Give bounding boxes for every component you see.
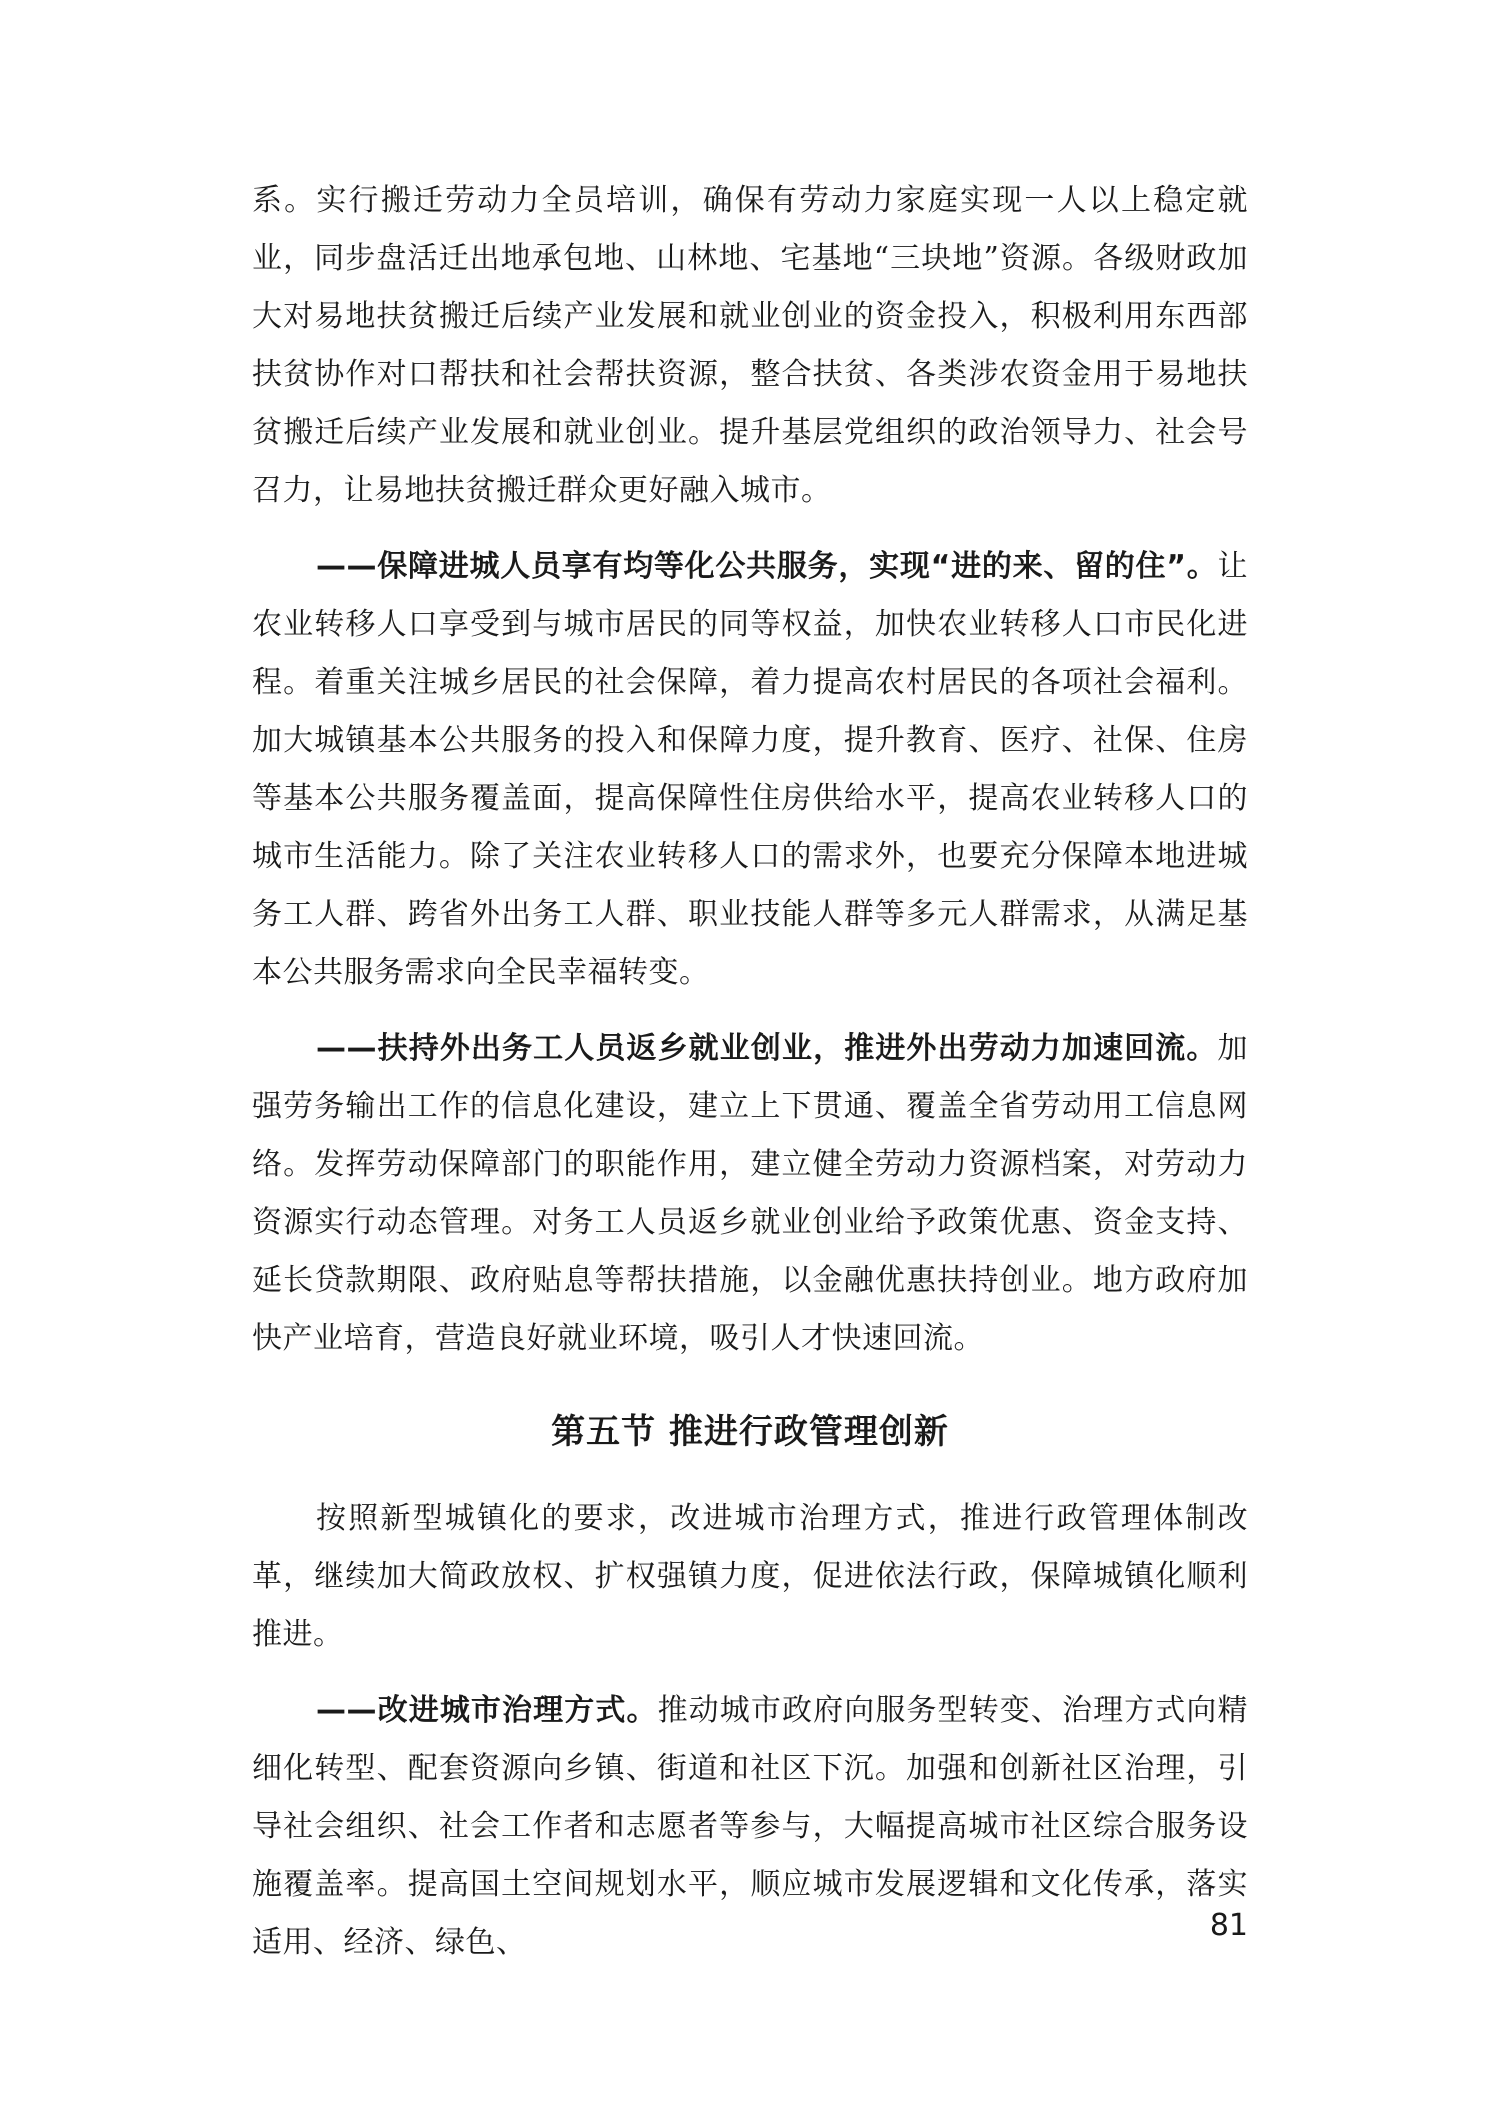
paragraph-lead: ——保障进城人员享有均等化公共服务，实现“进的来、留的住”。	[316, 549, 1218, 584]
paragraph-text: 系。实行搬迁劳动力全员培训，确保有劳动力家庭实现一人以上稳定就业，同步盘活迁出地承包地、山林地、宅基地“三块地”资源。各级财政加大对易地扶贫搬迁后续产业发展和就业创业的资金投入，积极利用东西部扶贫协作对口帮扶和社会帮扶资源，整合扶贫、各类涉农资金用于易地扶贫搬迁后续产业发展和就业创业。提升基层党组织的政治领导力、社会号召力，让易地扶贫搬迁群众更好融入城市。	[252, 183, 1248, 508]
paragraph-public-services	[252, 538, 1248, 1002]
paragraph-text: 加强劳务输出工作的信息化建设，建立上下贯通、覆盖全省劳动用工信息网络。发挥劳动保障部门的职能作用，建立健全劳动力资源档案，对劳动力资源实行动态管理。对务工人员返乡就业创业给予政策优惠、资金支持、延长贷款期限、政府贴息等帮扶措施，以金融优惠扶持创业。地方政府加快产业培育，营造良好就业环境，吸引人才快速回流。	[252, 1031, 1248, 1356]
paragraph-lead: ——扶持外出务工人员返乡就业创业，推进外出劳动力加速回流。	[316, 1031, 1218, 1066]
paragraph-relocation-support	[252, 172, 1248, 520]
page-number: 81	[1209, 1908, 1248, 1943]
paragraph-text: 按照新型城镇化的要求，改进城市治理方式，推进行政管理体制改革，继续加大简政放权、扩权强镇力度，促进依法行政，保障城镇化顺利推进。	[252, 1501, 1248, 1652]
paragraph-text: 让农业转移人口享受到与城市居民的同等权益，加快农业转移人口市民化进程。着重关注城乡居民的社会保障，着力提高农村居民的各项社会福利。加大城镇基本公共服务的投入和保障力度，提升教育、医疗、社保、住房等基本公共服务覆盖面，提高保障性住房供给水平，提高农业转移人口的城市生活能力。除了关注农业转移人口的需求外，也要充分保障本地进城务工人群、跨省外出务工人群、职业技能人群等多元人群需求，从满足基本公共服务需求向全民幸福转变。	[252, 549, 1248, 990]
page-content	[252, 172, 1248, 1972]
paragraph-lead: ——改进城市治理方式。	[316, 1693, 658, 1728]
paragraph-return-employment	[252, 1020, 1248, 1368]
paragraph-section-intro	[252, 1490, 1248, 1664]
paragraph-text: 推动城市政府向服务型转变、治理方式向精细化转型、配套资源向乡镇、街道和社区下沉。加强和创新社区治理，引导社会组织、社会工作者和志愿者等参与，大幅提高城市社区综合服务设施覆盖率。提高国土空间规划水平，顺应城市发展逻辑和文化传承，落实适用、经济、绿色、	[252, 1693, 1249, 1960]
paragraph-city-governance	[252, 1682, 1248, 1972]
section-heading: 第五节 推进行政管理创新	[551, 1412, 949, 1452]
